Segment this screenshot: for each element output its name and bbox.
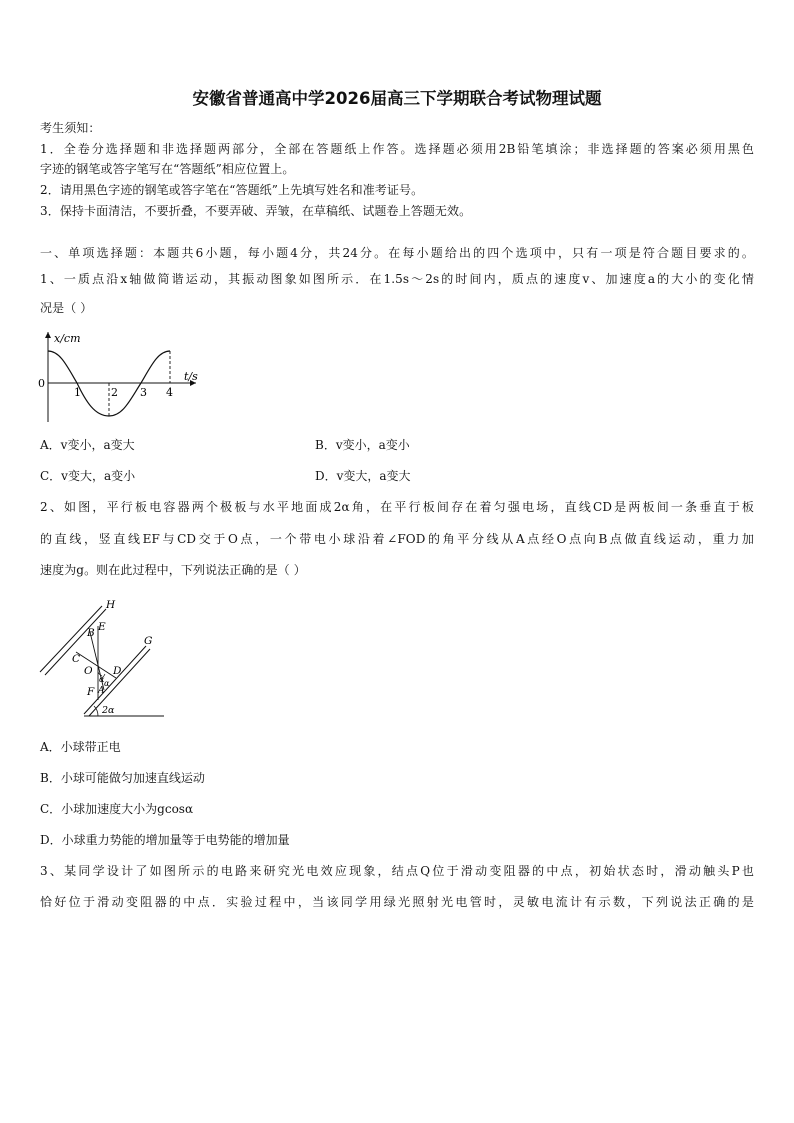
q2-option-c[interactable]: C．小球加速度大小为gcosα (40, 802, 194, 816)
q2-stem-line3: 速度为g。则在此过程中，下列说法正确的是（ ） (40, 563, 306, 577)
q2-stem-line1: 2、如图，平行板电容器两个极板与水平地面成2α角，在平行板间存在着匀强电场，直线CD是两板间一条垂直于板 (40, 500, 754, 514)
label-f: F (87, 686, 95, 698)
tick-label-1: 1 (74, 386, 81, 399)
label-angle-2: α (104, 679, 110, 688)
notice-item-1-cont: 字迹的钢笔或答字笔写在“答题纸”相应位置上。 (40, 162, 295, 176)
q1-stem-line1: 1、一质点沿x轴做简谐运动，其振动图象如图所示．在1.5s～2s的时间内，质点的速度v、加速度a的大小的变化情 (40, 272, 754, 286)
q3-stem-line2: 恰好位于滑动变阻器的中点．实验过程中，当该同学用绿光照射光电管时，灵敏电流计有示数，下列说法正确的是 (40, 895, 754, 909)
q1-option-d[interactable]: D．v变大，a变大 (315, 469, 411, 483)
label-h: H (106, 599, 116, 611)
q2-option-a[interactable]: A．小球带正电 (40, 740, 121, 754)
plate-upper-line-1 (40, 606, 102, 672)
q2-stem-line2: 的直线，竖直线EF与CD交于O点，一个带电小球沿着∠FOD的角平分线从A点经O点向B点做直线运动，重力加 (40, 532, 754, 546)
q1-vibration-graph (34, 326, 204, 426)
tick-label-4: 4 (166, 386, 173, 399)
notice-heading: 考生须知： (40, 121, 101, 135)
label-d: D (113, 665, 122, 677)
page-title: 安徽省普通高中学2026届高三下学期联合考试物理试题 (192, 89, 602, 108)
x-axis-label: t/s (184, 370, 198, 383)
label-angle-1: α (99, 675, 105, 684)
q3-stem-line1: 3、某同学设计了如图所示的电路来研究光电效应现象，结点Q位于滑动变阻器的中点，初始状态时，滑动触头P也 (40, 864, 754, 878)
notice-item-2: 2．请用黑色字迹的钢笔或答字笔在“答题纸”上先填写姓名和准考证号。 (40, 183, 424, 197)
tick-label-3: 3 (140, 386, 147, 399)
label-b: B (87, 627, 95, 639)
notice-item-1: 1．全卷分选择题和非选择题两部分，全部在答题纸上作答。选择题必须用2B铅笔填涂；非选择题的答案必须用黑色 (40, 142, 754, 156)
label-o: O (84, 665, 93, 677)
notice-item-3: 3．保持卡面清洁，不要折叠，不要弄破、弄皱，在草稿纸、试题卷上答题无效。 (40, 204, 472, 218)
label-e: E (98, 621, 106, 633)
q2-capacitor-diagram (36, 596, 166, 722)
origin-label: 0 (38, 377, 45, 390)
label-base-angle: 2α (102, 705, 115, 716)
q1-option-c[interactable]: C．v变大，a变小 (40, 469, 136, 483)
q1-option-a[interactable]: A．v变小，a变大 (40, 438, 135, 452)
q2-option-d[interactable]: D．小球重力势能的增加量等于电势能的增加量 (40, 833, 290, 847)
label-c: C (72, 653, 81, 665)
label-a: A (98, 686, 105, 696)
section-heading: 一、单项选择题：本题共6小题，每小题4分，共24分。在每小题给出的四个选项中，只有一项是符合题目要求的。 (40, 246, 754, 260)
q2-option-b[interactable]: B．小球可能做匀加速直线运动 (40, 771, 205, 785)
y-axis-label: x/cm (54, 332, 81, 345)
q1-stem-line2: 况是（ ） (40, 301, 93, 315)
plate-lower-line-1 (84, 646, 146, 714)
label-g: G (144, 635, 153, 647)
q1-option-b[interactable]: B．v变小，a变小 (315, 438, 410, 452)
tick-label-2: 2 (111, 386, 118, 399)
